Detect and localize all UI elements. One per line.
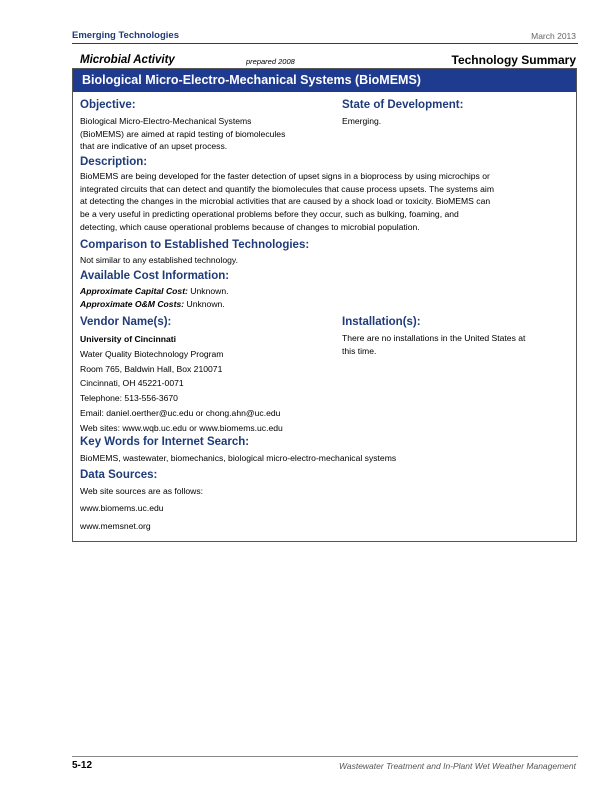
- source-link[interactable]: www.biomems.uc.edu: [80, 503, 164, 513]
- description-line: be a very useful in predicting operational problems before they occur, such as bulking, foaming, and: [80, 209, 459, 220]
- vendor-line: Water Quality Biotechnology Program: [80, 348, 224, 359]
- om-cost-line: [80, 298, 225, 311]
- description-heading: Description:: [80, 156, 148, 168]
- sources-heading: Data Sources:: [80, 469, 158, 481]
- cost-heading: Available Cost Information:: [80, 270, 230, 282]
- header-rule: [72, 43, 578, 44]
- vendor-details: [80, 332, 283, 436]
- vendor-websites: Web sites: www.wqb.uc.edu or www.biomems.uc.edu: [80, 422, 283, 433]
- comparison-heading: Comparison to Established Technologies:: [80, 239, 310, 251]
- banner-title: Biological Micro-Electro-Mechanical Systems (BioMEMS): [82, 73, 421, 87]
- description-line: integrated circuits that can detect and quantify the biomolecules that cause process upsets. The systems aim: [80, 183, 494, 194]
- installation-line: There are no installations in the United States at: [342, 333, 526, 343]
- sources-intro: Web site sources are as follows:: [80, 486, 204, 496]
- page-number: 5-12: [72, 760, 93, 771]
- capital-cost-label: Approximate Capital Cost:: [80, 286, 188, 296]
- description-line: detecting, which cause operational problems because of changes to microbial population.: [80, 221, 420, 232]
- vendor-heading: Vendor Name(s):: [80, 316, 172, 328]
- state-heading: State of Development:: [342, 99, 464, 111]
- source-link[interactable]: www.memsnet.org: [80, 521, 151, 531]
- capital-cost-value: Unknown.: [187, 286, 229, 296]
- prepared-date: prepared 2008: [246, 57, 295, 66]
- description-line: at detecting the changes in the microbial activities that are caused by a shock load or toxicity. BioMEMS can: [80, 196, 491, 207]
- description-text: [80, 170, 494, 234]
- technology-summary-label: Technology Summary: [451, 53, 576, 67]
- capital-cost-line: [80, 285, 229, 298]
- keywords-heading: Key Words for Internet Search:: [80, 436, 250, 448]
- installation-heading: Installation(s):: [342, 316, 421, 328]
- objective-line: (BioMEMS) are aimed at rapid testing of biomolecules: [80, 128, 286, 139]
- objective-line: that are indicative of an upset process.: [80, 141, 228, 152]
- title-banner: [73, 69, 576, 92]
- vendor-line: Room 765, Baldwin Hall, Box 210071: [80, 363, 223, 374]
- comparison-text: Not similar to any established technology.: [80, 255, 238, 265]
- om-cost-label: Approximate O&M Costs:: [80, 299, 185, 309]
- keywords-text: BioMEMS, wastewater, biomechanics, biological micro-electro-mechanical systems: [80, 453, 397, 463]
- vendor-name: University of Cincinnati: [80, 334, 176, 344]
- category-label: Microbial Activity: [80, 54, 175, 66]
- installation-line: this time.: [342, 345, 377, 356]
- installation-text: [342, 332, 525, 357]
- objective-heading: Objective:: [80, 99, 136, 111]
- footer-rule: [72, 756, 578, 757]
- om-cost-value: Unknown.: [184, 299, 225, 309]
- objective-line: Biological Micro-Electro-Mechanical Systems: [80, 116, 252, 126]
- footer-title: Wastewater Treatment and In-Plant Wet Weather Management: [338, 761, 576, 771]
- description-line: BioMEMS are being developed for the faster detection of upset signs in a bioprocess by using microchips or: [80, 171, 490, 181]
- running-header-date: March 2013: [531, 31, 576, 41]
- objective-text: [80, 115, 285, 153]
- vendor-line: Cincinnati, OH 45221-0071: [80, 378, 184, 389]
- vendor-telephone: Telephone: 513-556-3670: [80, 393, 178, 404]
- running-header-section: Emerging Technologies: [72, 30, 179, 41]
- state-text: Emerging.: [342, 116, 382, 126]
- vendor-email: Email: daniel.oerther@uc.edu or chong.ahn@uc.edu: [80, 407, 281, 418]
